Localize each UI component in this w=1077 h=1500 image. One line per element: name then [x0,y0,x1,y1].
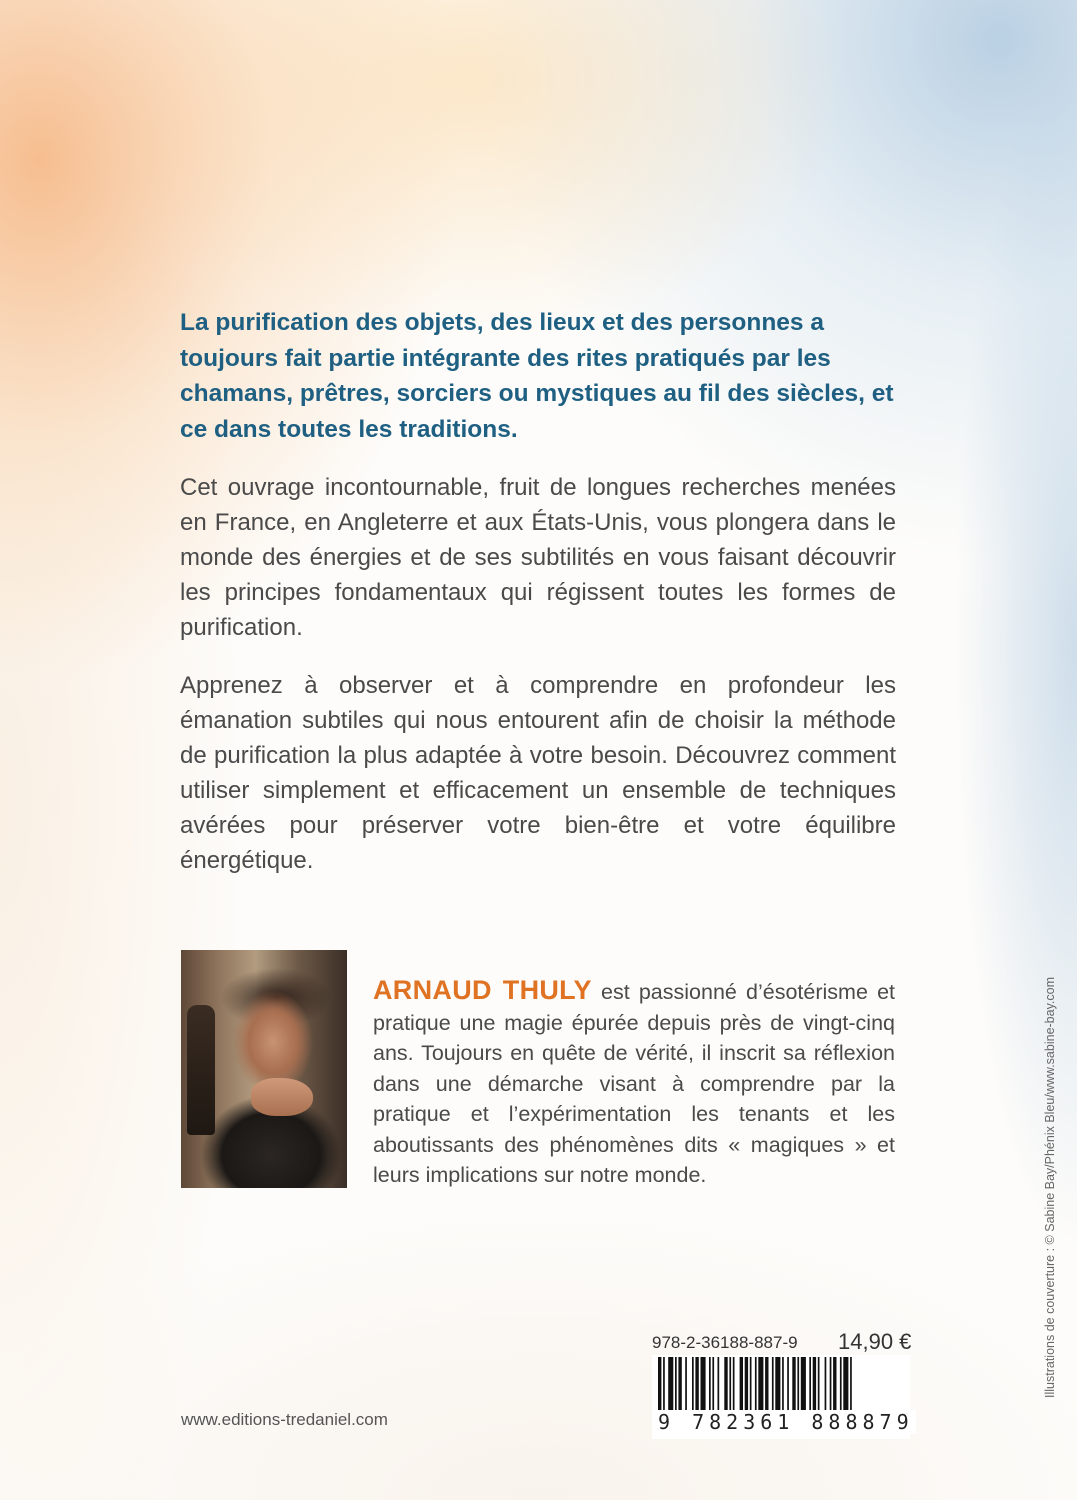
cover-illustration-credit: Illustrations de couverture : © Sabine Bay/Phénix Bleu/www.sabine-bay.com [1043,977,1057,1398]
author-name: ARNAUD THULY [373,975,592,1005]
description-paragraph-1: Cet ouvrage incontournable, fruit de longues recherches menées en France, en Angleterre et aux États-Unis, vous plongera dans le monde des énergies et de ses subtilités en vous faisant découvrir les principes fondamentaux qui régissent toutes les formes de purification. [180,474,896,641]
author-bio-text: est passionné d’ésotérisme et pratique une magie épurée depuis près de vingt-cinq ans. Toujours en quête de vérité, il inscrit sa réflexion dans une démarche visant à comprendre par la pratique et l’expérimentation les tenants et les aboutissants des phénomènes dits « magiques » et leurs implications sur notre monde. [373,980,895,1187]
author-photo [181,950,347,1188]
barcode-digits: 9 782361 888879 [658,1410,914,1434]
publisher-website: www.editions-tredaniel.com [181,1410,388,1429]
price: 14,90 € [838,1329,912,1354]
back-cover-intro: La purification des objets, des lieux et des personnes a toujours fait partie intégrante des rites pratiqués par les chamans, prêtres, sorciers ou mystiques au fil des siècles, et ce dans toutes les traditions. [180,309,894,443]
description-paragraph-2: Apprenez à observer et à comprendre en profondeur les émanation subtiles qui nous entourent afin de choisir la méthode de purification la plus adaptée à votre besoin. Découvrez comment utiliser simplement et efficacement un ensemble de techniques avérées pour préserver votre bien-être et votre équilibre énergétique. [180,672,896,874]
isbn-number: 978-2-36188-887-9 [652,1333,798,1352]
author-bio [373,975,895,1191]
